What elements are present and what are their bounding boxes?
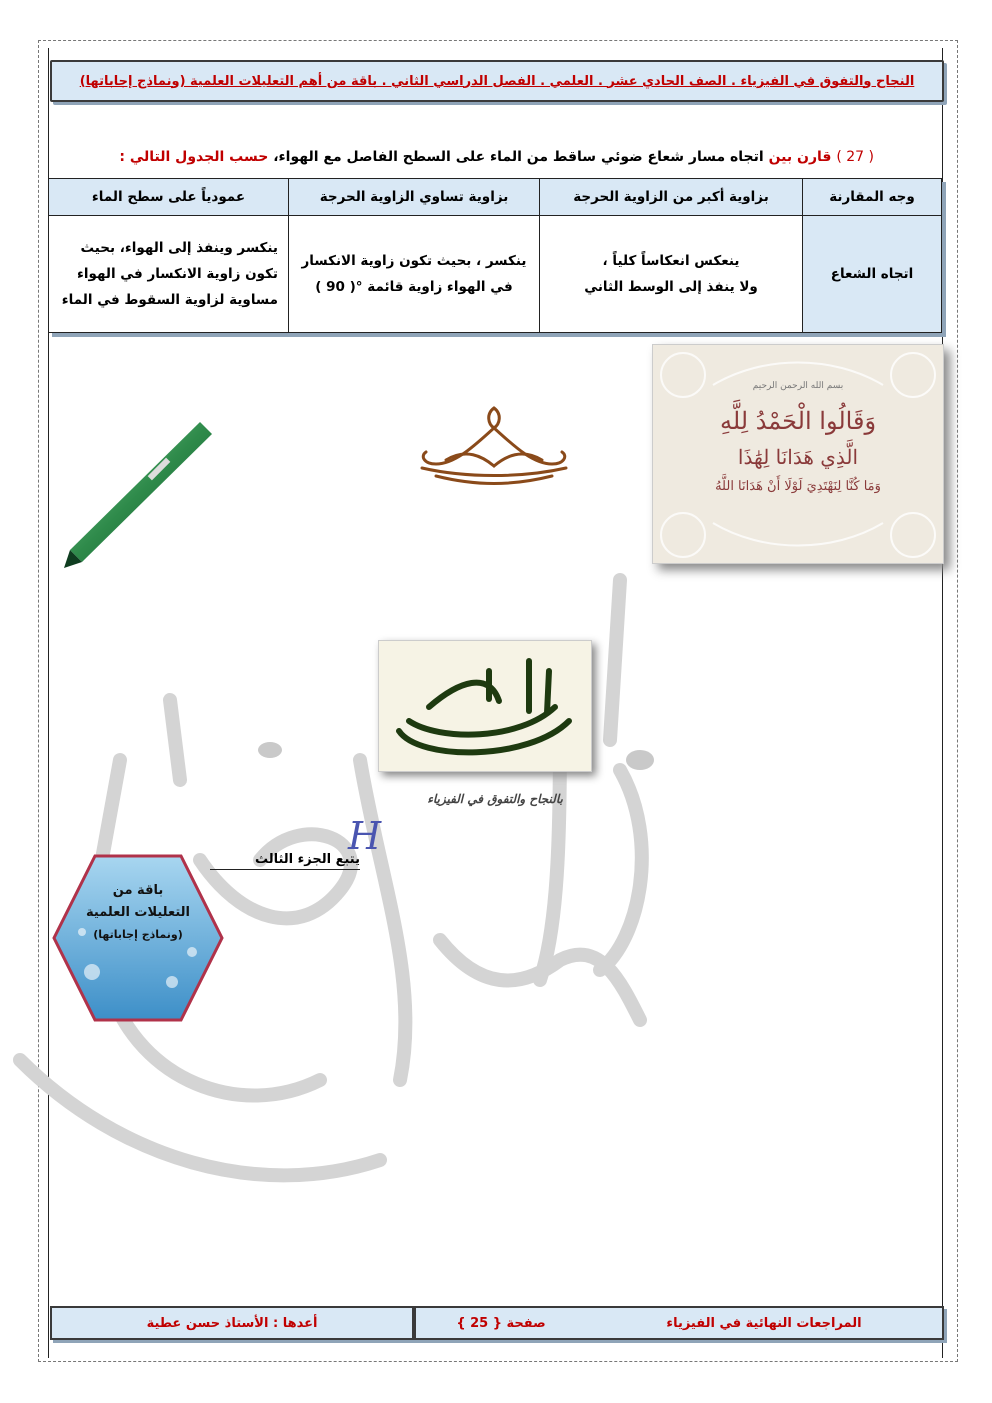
- cell-line: ينكسر ، بحيث تكون زاوية الانكسار: [301, 253, 527, 269]
- basmala: بسم الله الرحمن الرحيم: [752, 381, 844, 391]
- cell-line: ولا ينفذ إلى الوسط الثاني: [584, 279, 758, 295]
- table-cell: [49, 216, 289, 333]
- cell-line: ينكسر وينفذ إلى الهواء، بحيث: [80, 240, 278, 256]
- footer-author: أعدها : الأستاذ حسن عطية: [52, 1308, 414, 1338]
- page-header: [50, 60, 944, 102]
- header-title: النجاح والتفوق في الفيزياء . الصف الحادي عشر . العلمي . الفصل الدراسي الثاني . باقة من أهم التعليلات العلمية (ونماذج إجاباتها): [79, 73, 915, 89]
- table-cell: [540, 216, 803, 333]
- cell-line: مساوية لزاوية السقوط في الماء: [61, 292, 278, 308]
- comparison-table: [48, 178, 942, 333]
- footer-title: المراجعات النهائية في الفيزياء: [666, 1315, 862, 1331]
- pen-image: [60, 410, 220, 570]
- quran-line-1: وَقَالُوا الْحَمْدُ لِلَّهِ: [719, 407, 877, 435]
- quran-line-3: وَمَا كُنَّا لِنَهْتَدِيَ لَوْلَا أَنْ هَدَانَا اللَّهُ: [715, 479, 881, 494]
- question-27: [114, 146, 874, 168]
- right-margin-line: [942, 48, 943, 1358]
- table-cell: [289, 216, 540, 333]
- calligraphy-logo: [378, 640, 592, 772]
- quran-line-2: الَّذِي هَدَانَا لِهَٰذَا: [737, 445, 859, 469]
- table-header: بزاوية أكبر من الزاوية الحرجة: [540, 179, 803, 216]
- signature-letter: H: [348, 814, 382, 858]
- page-footer: [50, 1306, 944, 1340]
- hexagon-line-3: (ونماذج إجاباتها): [93, 928, 183, 941]
- hexagon-text: [52, 880, 224, 946]
- continued-note: يتبع الجزء الثالث: [210, 852, 360, 870]
- cell-line: ينعكس انعكاساً كلياً ،: [602, 253, 740, 269]
- table-header: عمودياً على سطح الماء: [49, 179, 289, 216]
- ornament-divider: [416, 404, 572, 490]
- calligraphy-swirl-icon: [379, 641, 591, 771]
- cell-line: في الهواء زاوية قائمة °( 90 ): [315, 279, 513, 295]
- logo-caption: بالنجاح والتفوق في الفيزياء: [427, 792, 563, 806]
- page-number: صفحة { 25 }: [414, 1308, 586, 1338]
- question-lead: قارن بين: [768, 149, 832, 165]
- question-tail: حسب الجدول التالي :: [119, 149, 269, 165]
- cell-line: تكون زاوية الانكسار في الهواء: [76, 266, 278, 282]
- table-row-label: اتجاه الشعاع: [803, 216, 942, 333]
- question-body: اتجاه مسار شعاع ضوئي ساقط من الماء على السطح الفاصل مع الهواء،: [273, 149, 764, 165]
- hexagon-line-1: باقة من: [112, 883, 164, 898]
- question-number: ( 27 ): [836, 149, 874, 165]
- hexagon-line-2: التعليلات العلمية: [86, 905, 190, 920]
- quran-verse-card: [652, 344, 944, 564]
- table-header: بزاوية تساوي الزاوية الحرجة: [289, 179, 540, 216]
- table-header: وجه المقارنة: [803, 179, 942, 216]
